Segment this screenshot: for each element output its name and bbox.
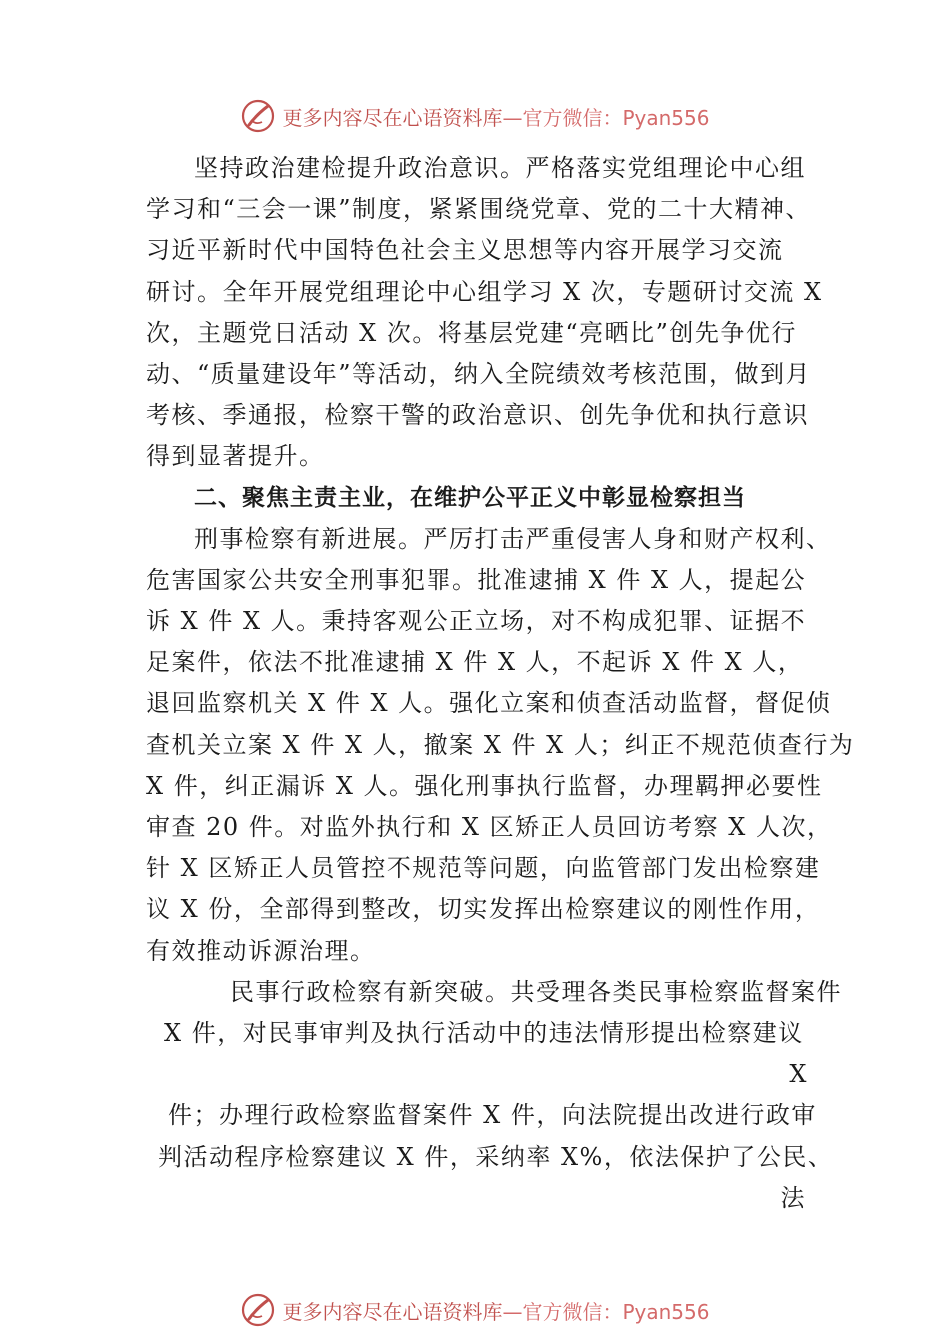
paragraph-line: 坚持政治建检提升政治意识。严格落实党组理论中心组: [194, 154, 806, 182]
paragraph-line: 判活动程序检察建议 X 件，采纳率 X%，依法保护了公民、: [158, 1142, 834, 1171]
paragraph-line: 习近平新时代中国特色社会主义思想等内容开展学习交流: [146, 236, 784, 265]
paragraph-line: 动、“质量建设年”等活动，纳入全院绩效考核范围，做到月: [146, 359, 812, 388]
brush-logo-icon: [240, 1292, 276, 1328]
banner-main-text: 更多内容尽在心语资料库: [282, 1299, 503, 1324]
paragraph-line: 危害国家公共安全刑事犯罪。批准逮捕 X 件 X 人，提起公: [146, 565, 807, 594]
paragraph-line: 查机关立案 X 件 X 人，撤案 X 件 X 人；纠正不规范侦查行为: [146, 730, 855, 759]
paragraph-line: 退回监察机关 X 件 X 人。强化立案和侦查活动监督，督促侦: [146, 689, 832, 718]
paragraph-line: 诉 X 件 X 人。秉持客观公正立场，对不构成犯罪、证据不: [146, 607, 807, 636]
banner-tail-text: —官方微信：Pyan556: [502, 105, 710, 130]
footer-banner: [0, 1290, 950, 1330]
paragraph-line: 次，主题党日活动 X 次。将基层党建“亮晒比”创先争优行: [146, 318, 797, 347]
brush-logo-icon: [240, 98, 276, 134]
paragraph-line: 刑事检察有新进展。严厉打击严重侵害人身和财产权利、: [194, 524, 832, 553]
header-banner: [0, 96, 950, 136]
paragraph-line: 有效推动诉源治理。: [146, 936, 376, 965]
section-heading: 二、聚焦主责主业，在维护公平正义中彰显检察担当: [194, 484, 746, 511]
paragraph-line: 足案件，依法不批准逮捕 X 件 X 人，不起诉 X 件 X 人，: [146, 648, 804, 677]
paragraph-line: 议 X 份，全部得到整改，切实发挥出检察建议的刚性作用，: [146, 895, 821, 924]
paragraph-line: 法: [780, 1183, 806, 1212]
paragraph-line: 审查 20 件。对监外执行和 X 区矫正人员回访考察 X 人次，: [146, 813, 833, 841]
document-body: [146, 148, 855, 1219]
banner-main-text: 更多内容尽在心语资料库: [282, 105, 503, 130]
paragraph-line: 针 X 区矫正人员管控不规范等问题，向监管部门发出检察建: [146, 854, 821, 883]
paragraph-line: 学习和“三会一课”制度，紧紧围绕党章、党的二十大精神、: [146, 195, 812, 224]
paragraph-line: 考核、季通报，检察干警的政治意识、创先争优和执行意识: [146, 401, 809, 430]
paragraph-line: 研讨。全年开展党组理论中心组学习 X 次，专题研讨交流 X: [146, 277, 823, 306]
paragraph-line: X 件，纠正漏诉 X 人。强化刑事执行监督，办理羁押必要性: [146, 771, 823, 800]
paragraph-line: X 件，对民事审判及执行活动中的违法情形提出检察建议: [164, 1018, 804, 1047]
paragraph-line: X: [789, 1060, 808, 1089]
paragraph-line: 件；办理行政检察监督案件 X 件，向法院提出改进行政审: [168, 1101, 817, 1130]
paragraph-line: 民事行政检察有新突破。共受理各类民事检察监督案件: [230, 977, 842, 1006]
banner-tail-text: —官方微信：Pyan556: [502, 1299, 710, 1324]
paragraph-line: 得到显著提升。: [146, 442, 325, 471]
